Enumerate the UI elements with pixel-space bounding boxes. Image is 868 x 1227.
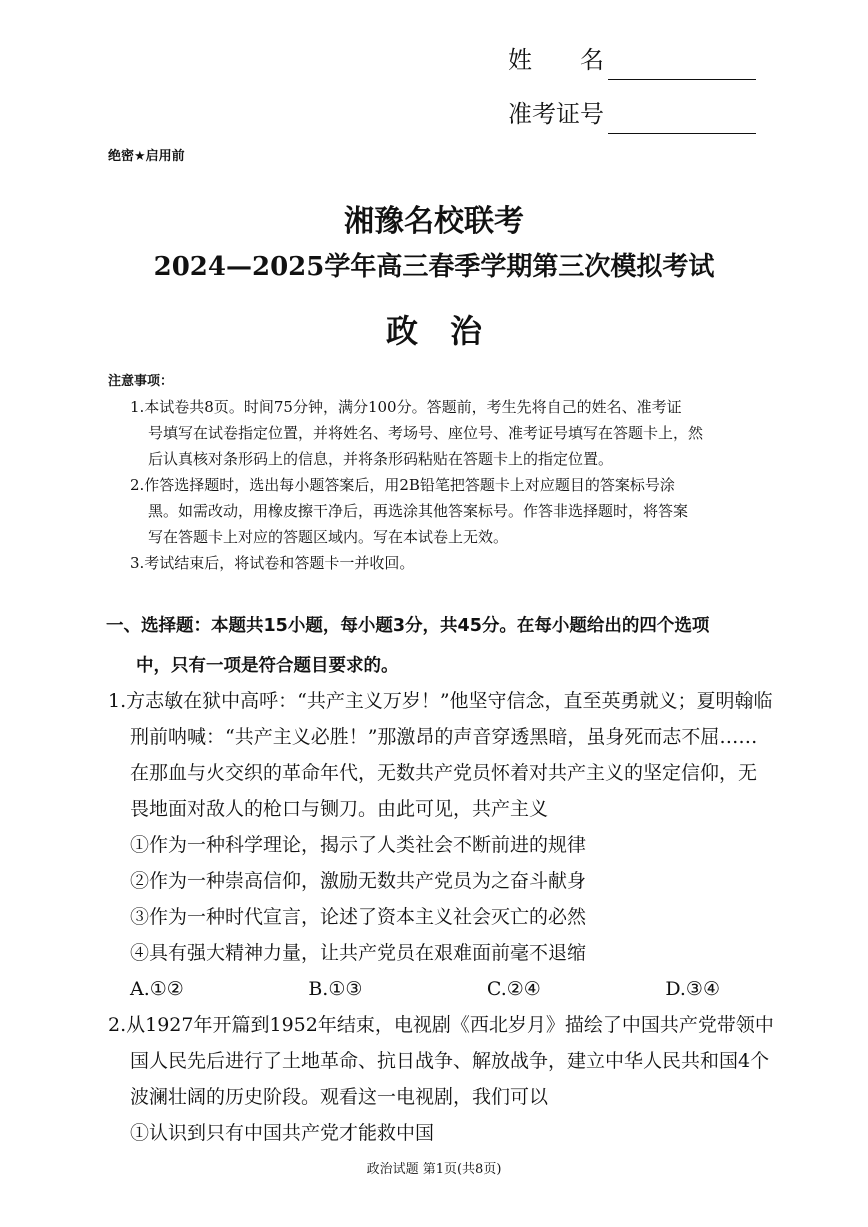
- notice-line: 2.作答选择题时，选出每小题答案后，用2B铅笔把答题卡上对应题目的答案标号涂: [130, 476, 675, 494]
- secret-mark: 绝密★启用前: [108, 149, 185, 164]
- subject-title: 政 治: [385, 312, 482, 350]
- statement: ①作为一种科学理论，揭示了人类社会不断前进的规律: [130, 834, 587, 856]
- question-line: 波澜壮阔的历史阶段。观看这一电视剧，我们可以: [130, 1086, 549, 1108]
- section-line: 一、选择题：本题共15小题，每小题3分，共45分。在每小题给出的四个选项: [106, 616, 710, 636]
- question-line: 在那血与火交织的革命年代，无数共产党员怀着对共产主义的坚定信仰，无: [130, 762, 758, 784]
- question-line: 1.方志敏在狱中高呼：“共产主义万岁！”他坚守信念，直至英勇就义；夏明翰临: [108, 690, 773, 712]
- notice-line: 号填写在试卷指定位置，并将姓名、考场号、座位号、准考证号填写在答题卡上，然: [148, 424, 704, 442]
- name-field[interactable]: [608, 61, 756, 80]
- question-line: 刑前呐喊：“共产主义必胜！”那激昂的声音穿透黑暗，虽身死而志不屈……: [130, 726, 758, 748]
- id-field[interactable]: [608, 115, 756, 134]
- section-choice-heading: [106, 606, 786, 686]
- notice-line: 写在答题卡上对应的答题区域内。写在本试卷上无效。: [148, 528, 509, 546]
- notice-list: [130, 394, 770, 576]
- statement: ④具有强大精神力量，让共产党员在艰难面前毫不退缩: [130, 942, 587, 964]
- exam-title: 2024—2025学年高三春季学期第三次模拟考试: [153, 252, 715, 282]
- id-label: 准考证号: [508, 100, 604, 128]
- notice-line: 1.本试卷共8页。时间75分钟，满分100分。答题前，考生先将自己的姓名、准考证: [130, 398, 682, 416]
- statement: ③作为一种时代宣言，论述了资本主义社会灭亡的必然: [130, 906, 587, 928]
- option-d[interactable]: D.③④: [665, 978, 720, 1000]
- option-a[interactable]: A.①②: [130, 978, 184, 1000]
- q1-options: [108, 971, 720, 1007]
- statement: ②作为一种崇高信仰，激励无数共产党员为之奋斗献身: [130, 870, 587, 892]
- question-2: [108, 1007, 788, 1151]
- question-line: 国人民先后进行了土地革命、抗日战争、解放战争，建立中华人民共和国4个: [130, 1050, 770, 1072]
- question-line: 畏地面对敌人的枪口与铡刀。由此可见，共产主义: [130, 798, 549, 820]
- exam-org-title: 湘豫名校联考: [344, 204, 524, 239]
- statement: ①认识到只有中国共产党才能救中国: [130, 1122, 435, 1144]
- notice-heading: 注意事项：: [108, 374, 174, 389]
- page-footer: 政治试题 第1页(共8页): [366, 1162, 502, 1177]
- notice-line: 黑。如需改动，用橡皮擦干净后，再选涂其他答案标号。作答非选择题时，将答案: [148, 502, 689, 520]
- section-line: 中，只有一项是符合题目要求的。: [136, 656, 399, 676]
- id-row: [508, 94, 756, 134]
- notice-line: 后认真核对条形码上的信息，并将条形码粘贴在答题卡上的指定位置。: [148, 450, 614, 468]
- question-1: [108, 683, 788, 1007]
- notice-line: 3.考试结束后，将试卷和答题卡一并收回。: [130, 554, 415, 572]
- name-row: [508, 40, 756, 80]
- name-label: 姓 名: [508, 46, 604, 74]
- option-c[interactable]: C.②④: [486, 978, 541, 1000]
- candidate-info: [508, 40, 756, 134]
- option-b[interactable]: B.①③: [308, 978, 363, 1000]
- question-line: 2.从1927年开篇到1952年结束，电视剧《西北岁月》描绘了中国共产党带领中: [108, 1014, 774, 1036]
